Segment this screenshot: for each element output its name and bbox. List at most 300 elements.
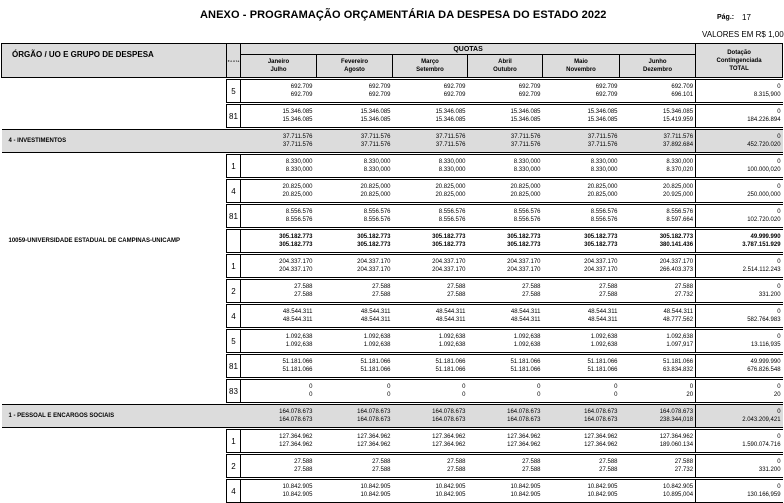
value-top: 10.842.905 xyxy=(360,484,391,490)
row-label xyxy=(2,80,227,103)
row-value-cell xyxy=(317,280,393,303)
row-label xyxy=(2,455,227,478)
value-bottom: 1.092,638 xyxy=(438,342,466,348)
header-month-secondary: Setembro xyxy=(416,67,444,73)
header-month-secondary: Dezembro xyxy=(643,67,673,73)
header-month-secondary: Julho xyxy=(270,67,287,73)
value-top: 0 xyxy=(777,159,781,165)
value-bottom: 37.892.684 xyxy=(663,142,694,148)
value-top: 20.825,000 xyxy=(282,184,313,190)
value-bottom: 164.078.673 xyxy=(584,417,618,423)
header-month-primary: Maio xyxy=(574,59,588,65)
value-bottom: 1.092,638 xyxy=(590,342,618,348)
row-value-cell xyxy=(393,230,468,253)
value-top: 305.182.773 xyxy=(507,234,541,240)
row-value-cell xyxy=(543,130,620,153)
value-top: 27.588 xyxy=(522,284,541,290)
value-top: 20.825,000 xyxy=(663,184,694,190)
value-top: 48.544.311 xyxy=(663,309,694,315)
value-top: 20.825,000 xyxy=(360,184,391,190)
value-bottom: 127.364.962 xyxy=(584,442,618,448)
row-value-cell xyxy=(468,405,543,428)
header-month-secondary: Outubro xyxy=(493,67,517,73)
value-bottom: 1.092,638 xyxy=(285,342,313,348)
value-top: 10.842.905 xyxy=(435,484,466,490)
row-value-cell xyxy=(468,480,543,503)
value-top: 15.346.085 xyxy=(360,109,391,115)
value-top: 51.181.066 xyxy=(587,359,618,365)
row-value-cell xyxy=(468,155,543,178)
row-value-cell xyxy=(696,130,783,153)
currency-note: VALORES EM R$ 1,00 xyxy=(702,30,784,39)
value-bottom: 13.116,935 xyxy=(750,342,781,348)
row-value-cell xyxy=(468,180,543,203)
row-value-cell xyxy=(468,455,543,478)
value-bottom: 8.556.576 xyxy=(363,217,391,223)
value-bottom: 2.514.112.243 xyxy=(742,267,781,273)
value-bottom: 15.419.959 xyxy=(663,117,694,123)
value-top: 48.544.311 xyxy=(282,309,313,315)
table-row xyxy=(2,155,783,178)
row-fonte: 5 xyxy=(227,330,241,353)
value-top: 37.711.576 xyxy=(663,134,694,140)
row-value-cell xyxy=(468,255,543,278)
row-fonte: 2 xyxy=(227,280,241,303)
value-bottom: 331.200 xyxy=(758,292,781,298)
value-top: 305.182.773 xyxy=(584,234,618,240)
header-fonte-label: F o n t e xyxy=(227,58,240,63)
value-bottom: 0 xyxy=(614,392,618,398)
value-bottom: 27.588 xyxy=(599,467,618,473)
value-top: 0 xyxy=(777,409,781,415)
value-bottom: 20.825,000 xyxy=(510,192,541,198)
value-bottom: 37.711.576 xyxy=(435,142,466,148)
row-value-cell xyxy=(468,130,543,153)
row-value-cell xyxy=(241,80,317,103)
value-top: 127.364.962 xyxy=(659,434,694,440)
table-row xyxy=(2,230,783,253)
row-value-cell xyxy=(696,230,783,253)
value-bottom: 692.709 xyxy=(290,92,313,98)
value-top: 27.588 xyxy=(599,459,618,465)
value-top: 0 xyxy=(777,334,781,340)
value-bottom: 20 xyxy=(773,392,781,398)
value-bottom: 102.720.020 xyxy=(747,217,781,223)
table-row xyxy=(2,180,783,203)
value-top: 8.330,000 xyxy=(285,159,313,165)
value-top: 0 xyxy=(614,384,618,390)
row-value-cell xyxy=(543,155,620,178)
value-bottom: 452.720.020 xyxy=(747,142,781,148)
header-dotacao xyxy=(696,44,783,78)
value-top: 51.181.066 xyxy=(663,359,694,365)
row-label: 1 - PESSOAL E ENCARGOS SOCIAIS xyxy=(2,405,227,428)
value-top: 37.711.576 xyxy=(360,134,391,140)
value-bottom: 127.364.962 xyxy=(432,442,466,448)
value-bottom: 15.346.085 xyxy=(587,117,618,123)
value-bottom: 27.732 xyxy=(674,467,694,473)
value-top: 0 xyxy=(537,384,541,390)
value-top: 27.588 xyxy=(294,284,313,290)
row-value-cell xyxy=(317,380,393,403)
row-value-cell xyxy=(393,255,468,278)
value-top: 164.078.673 xyxy=(584,409,618,415)
value-bottom: 48.544.311 xyxy=(510,317,541,323)
row-value-cell xyxy=(241,255,317,278)
row-value-cell xyxy=(393,480,468,503)
value-bottom: 51.181.066 xyxy=(510,367,541,373)
value-bottom: 10.842.905 xyxy=(510,492,541,498)
row-value-cell xyxy=(696,430,783,453)
header-month-3 xyxy=(468,55,543,78)
page-number: 17 xyxy=(742,13,751,22)
value-top: 49.999.990 xyxy=(750,359,781,365)
value-bottom: 20.825,000 xyxy=(360,192,391,198)
header-month-primary: Abril xyxy=(498,59,512,65)
value-top: 10.842.905 xyxy=(663,484,694,490)
value-top: 27.588 xyxy=(522,459,541,465)
value-bottom: 204.337.170 xyxy=(584,267,618,273)
row-value-cell xyxy=(393,330,468,353)
value-bottom: 2.043.209,421 xyxy=(742,417,781,423)
value-top: 37.711.576 xyxy=(510,134,541,140)
value-bottom: 63.834.832 xyxy=(663,367,694,373)
value-bottom: 184.226.894 xyxy=(747,117,781,123)
row-value-cell xyxy=(620,305,696,328)
value-top: 8.556.576 xyxy=(438,209,466,215)
value-bottom: 8.556.576 xyxy=(513,217,541,223)
value-top: 10.842.905 xyxy=(510,484,541,490)
value-top: 0 xyxy=(777,109,781,115)
value-top: 692.709 xyxy=(518,84,541,90)
row-value-cell xyxy=(393,405,468,428)
value-bottom: 37.711.576 xyxy=(360,142,391,148)
row-value-cell xyxy=(620,155,696,178)
value-bottom: 37.711.576 xyxy=(587,142,618,148)
table-row xyxy=(2,380,783,403)
row-value-cell xyxy=(468,380,543,403)
header-month-primary: Janeiro xyxy=(267,59,290,65)
value-bottom: 331.200 xyxy=(758,467,781,473)
row-value-cell xyxy=(543,205,620,228)
value-bottom: 164.078.673 xyxy=(507,417,541,423)
value-top: 27.588 xyxy=(372,459,391,465)
value-bottom: 127.364.962 xyxy=(357,442,391,448)
value-top: 15.346.085 xyxy=(663,109,694,115)
value-bottom: 48.544.311 xyxy=(587,317,618,323)
table-row xyxy=(2,430,783,453)
budget-table xyxy=(1,43,783,503)
value-bottom: 8.556.576 xyxy=(438,217,466,223)
row-value-cell xyxy=(620,405,696,428)
row-value-cell xyxy=(393,305,468,328)
header-orgao: ÓRGÃO / UO E GRUPO DE DESPESA xyxy=(2,44,227,78)
row-value-cell xyxy=(468,280,543,303)
value-bottom: 27.588 xyxy=(522,292,541,298)
value-bottom: 37.711.576 xyxy=(282,142,313,148)
value-top: 204.337.170 xyxy=(279,259,313,265)
row-value-cell xyxy=(696,80,783,103)
row-value-cell xyxy=(317,405,393,428)
value-top: 51.181.066 xyxy=(282,359,313,365)
row-value-cell xyxy=(241,230,317,253)
row-value-cell xyxy=(241,330,317,353)
row-label xyxy=(2,280,227,303)
value-top: 48.544.311 xyxy=(360,309,391,315)
row-value-cell xyxy=(241,130,317,153)
table-row xyxy=(2,455,783,478)
value-top: 0 xyxy=(777,309,781,315)
row-value-cell xyxy=(241,380,317,403)
value-top: 15.346.085 xyxy=(587,109,618,115)
value-top: 8.330,000 xyxy=(363,159,391,165)
header-dotacao-line2: Contingenciada xyxy=(716,57,762,64)
row-value-cell xyxy=(393,80,468,103)
row-value-cell xyxy=(241,405,317,428)
row-value-cell xyxy=(543,355,620,378)
value-top: 0 xyxy=(777,459,781,465)
row-value-cell xyxy=(620,205,696,228)
value-top: 37.711.576 xyxy=(435,134,466,140)
row-fonte: 5 xyxy=(227,80,241,103)
value-bottom: 48.544.311 xyxy=(282,317,313,323)
value-bottom: 8.315,900 xyxy=(753,92,781,98)
value-bottom: 204.337.170 xyxy=(432,267,466,273)
value-bottom: 8.330,000 xyxy=(438,167,466,173)
value-top: 8.556.576 xyxy=(590,209,618,215)
value-top: 20.825,000 xyxy=(587,184,618,190)
header-fonte xyxy=(227,44,241,78)
value-top: 305.182.773 xyxy=(432,234,466,240)
value-bottom: 204.337.170 xyxy=(279,267,313,273)
value-top: 1.092,638 xyxy=(438,334,466,340)
row-value-cell xyxy=(317,80,393,103)
table-row xyxy=(2,105,783,128)
row-label xyxy=(2,330,227,353)
value-top: 15.346.085 xyxy=(435,109,466,115)
value-top: 0 xyxy=(689,384,694,390)
row-fonte: 2 xyxy=(227,455,241,478)
row-value-cell xyxy=(543,105,620,128)
value-bottom: 100.000,020 xyxy=(747,167,781,173)
row-value-cell xyxy=(468,230,543,253)
row-label xyxy=(2,180,227,203)
row-value-cell xyxy=(241,305,317,328)
value-bottom: 0 xyxy=(462,392,466,398)
value-top: 692.709 xyxy=(368,84,391,90)
value-bottom: 130.166,959 xyxy=(747,492,781,498)
row-value-cell xyxy=(696,480,783,503)
row-value-cell xyxy=(468,205,543,228)
row-value-cell xyxy=(696,405,783,428)
value-top: 164.078.673 xyxy=(432,409,466,415)
value-bottom: 305.182.773 xyxy=(279,242,313,248)
value-top: 27.588 xyxy=(372,284,391,290)
value-top: 27.588 xyxy=(674,459,694,465)
row-value-cell xyxy=(317,105,393,128)
value-bottom: 37.711.576 xyxy=(510,142,541,148)
row-value-cell xyxy=(468,355,543,378)
row-value-cell xyxy=(393,380,468,403)
table-row xyxy=(2,405,783,428)
value-bottom: 15.346.085 xyxy=(510,117,541,123)
value-top: 1.092,638 xyxy=(590,334,618,340)
row-value-cell xyxy=(543,380,620,403)
value-bottom: 266.403.373 xyxy=(659,267,694,273)
row-value-cell xyxy=(620,355,696,378)
row-value-cell xyxy=(543,430,620,453)
row-value-cell xyxy=(393,180,468,203)
value-top: 0 xyxy=(777,209,781,215)
value-top: 164.078.673 xyxy=(507,409,541,415)
row-value-cell xyxy=(696,180,783,203)
value-top: 27.588 xyxy=(294,459,313,465)
table-row xyxy=(2,80,783,103)
value-top: 204.337.170 xyxy=(584,259,618,265)
value-top: 1.092,638 xyxy=(285,334,313,340)
value-bottom: 250.000,000 xyxy=(747,192,781,198)
value-top: 10.842.905 xyxy=(282,484,313,490)
row-value-cell xyxy=(696,205,783,228)
value-top: 15.346.085 xyxy=(510,109,541,115)
value-bottom: 189.060.134 xyxy=(659,442,694,448)
value-bottom: 204.337.170 xyxy=(507,267,541,273)
row-value-cell xyxy=(696,280,783,303)
row-label xyxy=(2,155,227,178)
value-top: 10.842.905 xyxy=(587,484,618,490)
row-value-cell xyxy=(317,355,393,378)
value-top: 127.364.962 xyxy=(432,434,466,440)
row-value-cell xyxy=(393,430,468,453)
value-bottom: 305.182.773 xyxy=(357,242,391,248)
header-month-5 xyxy=(620,55,696,78)
value-bottom: 27.588 xyxy=(294,292,313,298)
value-top: 692.709 xyxy=(671,84,694,90)
value-top: 204.337.170 xyxy=(432,259,466,265)
row-value-cell xyxy=(393,205,468,228)
value-top: 20.825,000 xyxy=(435,184,466,190)
value-bottom: 127.364.962 xyxy=(507,442,541,448)
row-label xyxy=(2,255,227,278)
row-fonte: 1 xyxy=(227,255,241,278)
table-row xyxy=(2,480,783,503)
table-row xyxy=(2,130,783,153)
row-value-cell xyxy=(468,305,543,328)
row-value-cell xyxy=(543,405,620,428)
header-month-secondary: Novembro xyxy=(566,67,596,73)
value-bottom: 8.330,000 xyxy=(513,167,541,173)
row-value-cell xyxy=(241,155,317,178)
value-bottom: 3.787.151.929 xyxy=(742,242,781,248)
value-bottom: 27.588 xyxy=(522,467,541,473)
value-top: 48.544.311 xyxy=(587,309,618,315)
value-bottom: 8.556.576 xyxy=(590,217,618,223)
value-bottom: 1.092,638 xyxy=(513,342,541,348)
value-bottom: 127.364.962 xyxy=(279,442,313,448)
row-value-cell xyxy=(543,255,620,278)
value-bottom: 27.588 xyxy=(599,292,618,298)
value-top: 1.092,638 xyxy=(666,334,694,340)
value-top: 0 xyxy=(777,259,781,265)
value-top: 37.711.576 xyxy=(282,134,313,140)
value-top: 127.364.962 xyxy=(279,434,313,440)
table-row xyxy=(2,330,783,353)
value-top: 51.181.066 xyxy=(510,359,541,365)
row-fonte: 83 xyxy=(227,380,241,403)
row-value-cell xyxy=(317,180,393,203)
row-value-cell xyxy=(317,430,393,453)
row-fonte: 4 xyxy=(227,180,241,203)
value-bottom: 8.330,000 xyxy=(363,167,391,173)
value-top: 127.364.962 xyxy=(584,434,618,440)
value-top: 8.556.576 xyxy=(666,209,694,215)
value-bottom: 305.182.773 xyxy=(432,242,466,248)
row-value-cell xyxy=(317,155,393,178)
value-top: 305.182.773 xyxy=(357,234,391,240)
value-bottom: 48.777.562 xyxy=(663,317,694,323)
header-month-primary: Março xyxy=(421,59,439,65)
value-bottom: 380.141.436 xyxy=(659,242,694,248)
value-bottom: 8.370,020 xyxy=(666,167,694,173)
row-fonte: 4 xyxy=(227,305,241,328)
row-value-cell xyxy=(696,380,783,403)
value-bottom: 10.842.905 xyxy=(360,492,391,498)
value-bottom: 0 xyxy=(309,392,313,398)
value-bottom: 204.337.170 xyxy=(357,267,391,273)
value-top: 49.999.990 xyxy=(750,234,781,240)
value-bottom: 305.182.773 xyxy=(584,242,618,248)
row-value-cell xyxy=(543,230,620,253)
row-value-cell xyxy=(620,330,696,353)
value-bottom: 696.101 xyxy=(671,92,694,98)
table-row xyxy=(2,305,783,328)
row-value-cell xyxy=(543,480,620,503)
value-bottom: 48.544.311 xyxy=(435,317,466,323)
row-value-cell xyxy=(317,205,393,228)
row-value-cell xyxy=(696,455,783,478)
row-value-cell xyxy=(543,455,620,478)
value-bottom: 27.732 xyxy=(674,292,694,298)
row-value-cell xyxy=(241,205,317,228)
row-fonte: 1 xyxy=(227,155,241,178)
value-top: 692.709 xyxy=(290,84,313,90)
value-bottom: 8.556.576 xyxy=(285,217,313,223)
row-value-cell xyxy=(620,255,696,278)
row-value-cell xyxy=(620,230,696,253)
row-value-cell xyxy=(696,355,783,378)
row-value-cell xyxy=(620,430,696,453)
value-bottom: 164.078.673 xyxy=(357,417,391,423)
value-top: 0 xyxy=(777,434,781,440)
row-value-cell xyxy=(468,80,543,103)
row-value-cell xyxy=(317,480,393,503)
value-bottom: 27.588 xyxy=(294,467,313,473)
row-fonte xyxy=(227,230,241,253)
header-quotas: QUOTAS xyxy=(241,44,696,55)
value-top: 1.092,638 xyxy=(363,334,391,340)
row-value-cell xyxy=(620,180,696,203)
row-value-cell xyxy=(696,105,783,128)
row-value-cell xyxy=(620,130,696,153)
row-value-cell xyxy=(393,455,468,478)
value-bottom: 692.709 xyxy=(443,92,466,98)
value-top: 305.182.773 xyxy=(659,234,694,240)
value-bottom: 1.590.074.716 xyxy=(742,442,781,448)
table-row xyxy=(2,205,783,228)
row-value-cell xyxy=(620,380,696,403)
value-top: 8.556.576 xyxy=(513,209,541,215)
row-label xyxy=(2,305,227,328)
